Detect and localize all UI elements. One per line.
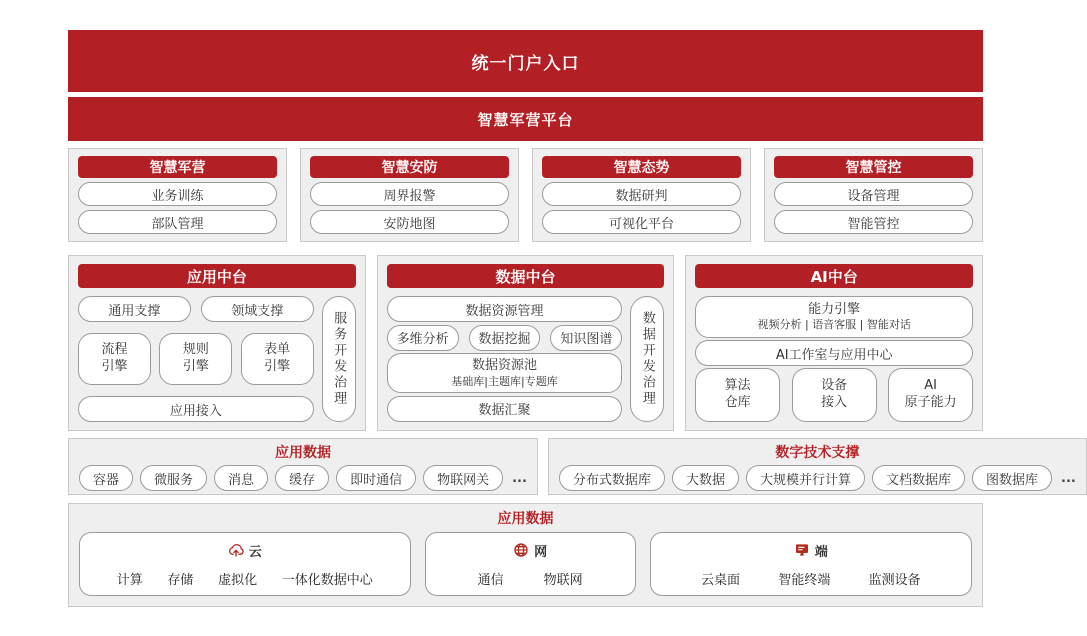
panel-header: 智慧态势 [542, 156, 741, 178]
panel-header: 应用中台 [78, 264, 356, 288]
pill-item: AI工作室与应用中心 [695, 340, 973, 366]
pill-item: 数据研判 [542, 182, 741, 206]
infra-item: 云桌面 [701, 572, 741, 588]
unified-portal-label: 统一门户入口 [471, 53, 580, 74]
pill-item: 数据资源管理 [387, 296, 623, 322]
pill-item: 缓存 [275, 465, 329, 491]
pill-item: 知识图谱 [550, 325, 622, 351]
support-row [68, 438, 1076, 495]
panel-data-middle-platform [377, 255, 675, 431]
ellipsis-more: ... [512, 470, 527, 486]
terminal-group [650, 532, 972, 596]
pill-item: 设备管理 [774, 182, 973, 206]
infra-item: 虚拟化 [218, 572, 258, 588]
cloud-upload-icon [228, 542, 244, 558]
service-dev-governance-pill: 服务开发治理 [322, 296, 356, 422]
architecture-diagram [68, 30, 1076, 607]
capability-engine-pill: 能力引擎 视频分析 | 语音客服 | 智能对话 [695, 296, 973, 338]
pill-item: 数据汇聚 [387, 396, 623, 422]
panel-title: 应用数据 [497, 511, 554, 527]
pill-item: 应用接入 [78, 396, 314, 422]
panel-header: 智慧安防 [310, 156, 509, 178]
panel-smart-security [300, 148, 519, 242]
terminal-monitor-icon [794, 542, 810, 558]
panel-title: 数字技术支撑 [775, 445, 860, 461]
group-label: 端 [814, 544, 828, 560]
pill-item: 安防地图 [310, 210, 509, 234]
pill-item: 物联网关 [423, 465, 503, 491]
middle-platforms-row [68, 255, 983, 431]
pill-item: 可视化平台 [542, 210, 741, 234]
smart-camp-platform-label: 智慧军营平台 [477, 110, 574, 129]
unified-portal-banner [68, 30, 983, 92]
panel-app-middle-platform [68, 255, 366, 431]
infra-item: 智能终端 [778, 572, 831, 588]
panel-infrastructure [68, 503, 983, 607]
data-resource-pool-pill: 数据资源池 基础库|主题库|专题库 [387, 353, 623, 393]
pill-item: 业务训练 [78, 182, 277, 206]
cloud-group [79, 532, 411, 596]
pill-item: 多维分析 [387, 325, 459, 351]
smart-camp-platform-banner [68, 97, 983, 141]
group-label: 云 [248, 544, 262, 560]
infra-item: 监测设备 [868, 572, 921, 588]
pill-item: 即时通信 [336, 465, 416, 491]
panel-smart-control [764, 148, 983, 242]
infra-item: 计算 [116, 572, 143, 588]
pill-item: 智能管控 [774, 210, 973, 234]
infra-item: 物联网 [543, 572, 583, 588]
panel-smart-camp [68, 148, 287, 242]
panel-header: 智慧军营 [78, 156, 277, 178]
panel-smart-situation [532, 148, 751, 242]
pill-item: 通用支撑 [78, 296, 191, 322]
panel-header: AI中台 [695, 264, 973, 288]
engine-box: 流程 引擎 [78, 333, 151, 385]
pill-item: 大规模并行计算 [746, 465, 865, 491]
network-group [425, 532, 636, 596]
pill-item: 部队管理 [78, 210, 277, 234]
ai-box: 算法 仓库 [695, 368, 780, 422]
pill-item: 数据挖掘 [469, 325, 541, 351]
infra-item: 存储 [167, 572, 194, 588]
ai-box: AI 原子能力 [888, 368, 973, 422]
panel-header: 智慧管控 [774, 156, 973, 178]
panel-ai-middle-platform [685, 255, 983, 431]
ai-box: 设备 接入 [792, 368, 877, 422]
engine-box: 规则 引擎 [159, 333, 232, 385]
panel-title: 应用数据 [274, 445, 331, 461]
data-dev-governance-pill: 数据开发治理 [630, 296, 664, 422]
pill-item: 图数据库 [972, 465, 1052, 491]
infra-item: 通信 [477, 572, 504, 588]
pill-item: 领域支撑 [201, 296, 314, 322]
ellipsis-more: ... [1061, 470, 1076, 486]
pill-item: 文档数据库 [872, 465, 965, 491]
pill-item: 容器 [79, 465, 133, 491]
infra-item: 一体化数据中心 [281, 572, 373, 588]
pill-item: 周界报警 [310, 182, 509, 206]
pill-item: 消息 [214, 465, 268, 491]
pill-item: 大数据 [672, 465, 739, 491]
application-panels-row [68, 148, 983, 242]
group-label: 网 [534, 544, 548, 560]
panel-header: 数据中台 [387, 264, 665, 288]
pill-item: 微服务 [140, 465, 207, 491]
panel-app-data [68, 438, 538, 495]
globe-icon [513, 542, 529, 558]
panel-digital-tech-support [548, 438, 1087, 495]
pill-item: 分布式数据库 [559, 465, 665, 491]
engine-box: 表单 引擎 [241, 333, 314, 385]
